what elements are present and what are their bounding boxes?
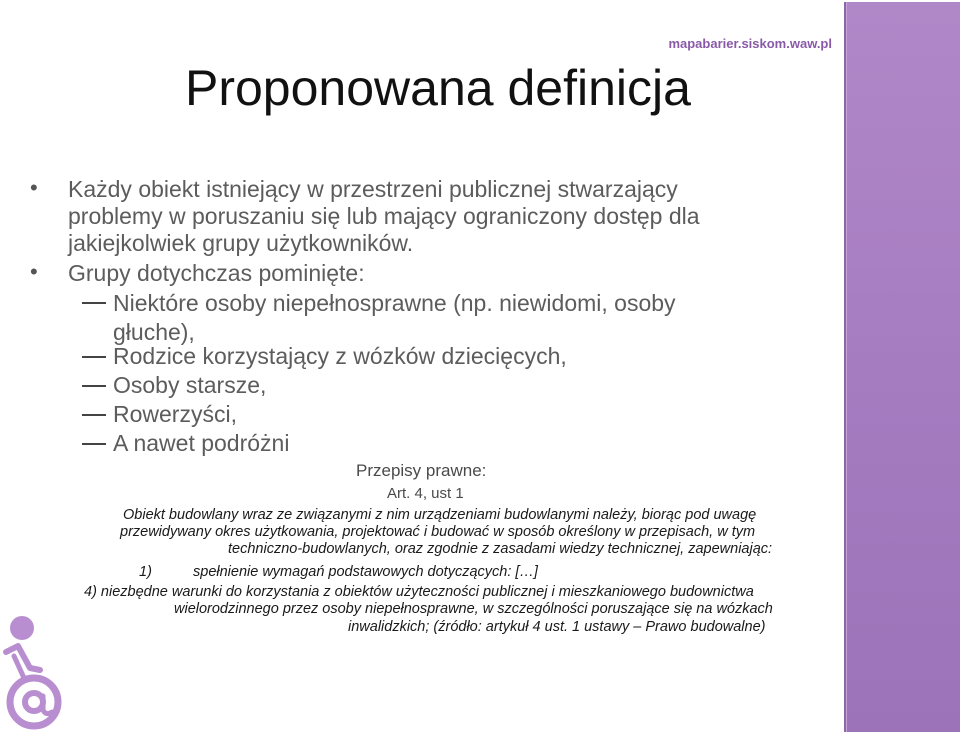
law-item-1-number: 1)	[139, 564, 152, 580]
law-item-4-line-2: wielorodzinnego przez osoby niepełnosprawne, w szczególności poruszające się na wózkach	[174, 601, 773, 617]
wheelchair-at-sign-icon	[0, 612, 72, 737]
subitem-1-line-2: głuche),	[113, 319, 195, 345]
law-item-1-text: spełnienie wymagań podstawowych dotyczących: […]	[193, 564, 538, 580]
bullet-1-line-3: jakiejkolwiek grupy użytkowników.	[68, 230, 414, 256]
bullet-1-line-1: Każdy obiekt istniejący w przestrzeni publicznej stwarzający	[68, 176, 678, 202]
bullet-1-line-2: problemy w poruszaniu się lub mający ograniczony dostęp dla	[68, 203, 700, 229]
website-url: mapabarier.siskom.waw.pl	[668, 36, 832, 51]
bullet-dot: •	[30, 175, 38, 200]
law-item-4-line-3: inwalidzkich; (źródło: artykuł 4 ust. 1 ustawy – Prawo budowalne)	[348, 619, 766, 635]
subitem-2: Rodzice korzystający z wózków dziecięcych,	[113, 343, 567, 369]
bullet-dot: •	[30, 259, 38, 284]
dash-marker	[82, 356, 106, 358]
dash-marker	[82, 385, 106, 387]
law-item-4-line-1: 4) niezbędne warunki do korzystania z obiektów użyteczności publicznej i mieszkaniowego budownictwa	[84, 584, 754, 600]
subitem-5: A nawet podróżni	[113, 430, 290, 456]
law-paragraph-line-3: techniczno-budowlanych, oraz zgodnie z zasadami wiedzy technicznej, zapewniając:	[228, 541, 773, 557]
subitem-1-line-1: Niektóre osoby niepełnosprawne (np. niewidomi, osoby	[113, 290, 676, 316]
dash-marker	[82, 302, 106, 304]
law-paragraph-line-2: przewidywany okres użytkowania, projektować i budować w sposób określony w przepisach, w tym	[120, 524, 756, 540]
subitem-3: Osoby starsze,	[113, 372, 267, 398]
purple-sidebar	[844, 2, 960, 732]
subitem-4: Rowerzyści,	[113, 401, 237, 427]
law-heading: Przepisy prawne:	[356, 461, 487, 480]
bullet-2: Grupy dotychczas pominięte:	[68, 260, 365, 286]
law-article: Art. 4, ust 1	[387, 485, 464, 502]
law-paragraph-line-1: Obiekt budowlany wraz ze związanymi z nim urządzeniami budowlanymi należy, biorąc pod uwagę	[123, 507, 757, 523]
dash-marker	[82, 443, 106, 445]
slide-title: Proponowana definicja	[185, 60, 691, 116]
dash-marker	[82, 414, 106, 416]
